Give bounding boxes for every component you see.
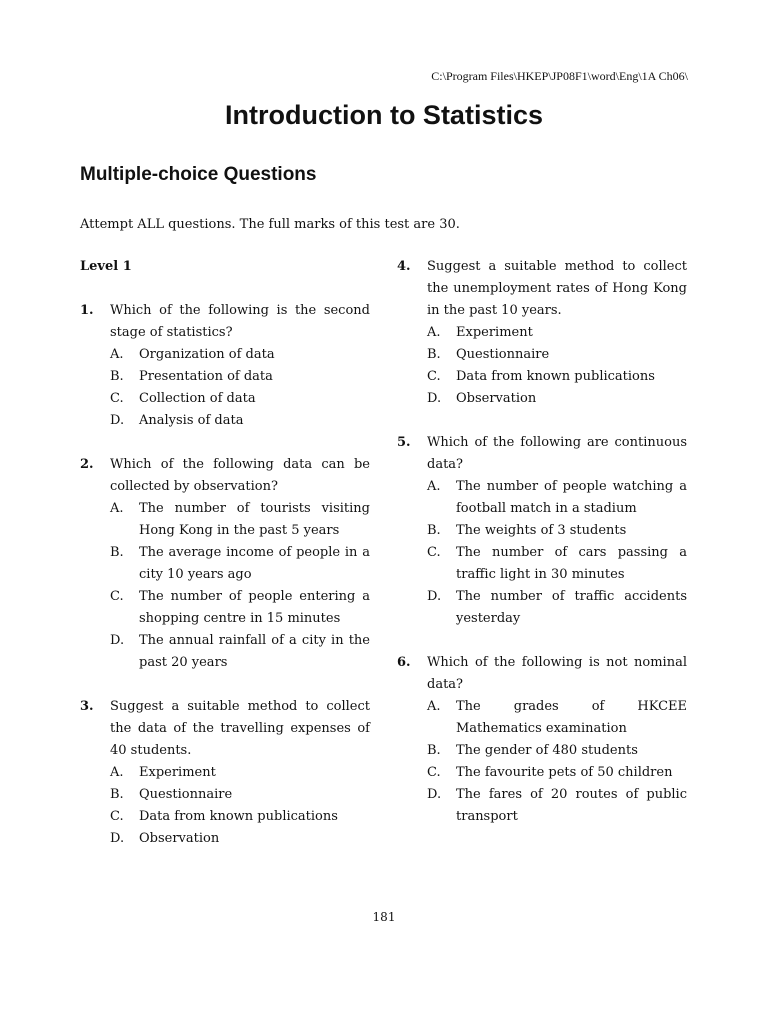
option-letter: B.	[110, 369, 124, 384]
option-c	[427, 542, 687, 586]
option-text: Data from known publications	[456, 369, 655, 384]
option-text: Observation	[139, 831, 220, 846]
option-letter: A.	[427, 325, 441, 340]
option-text: The average income of people in a city 10 years ago	[139, 545, 370, 582]
option-text: Observation	[456, 391, 537, 406]
option-text: Organization of data	[139, 347, 275, 362]
option-letter: D.	[427, 589, 442, 604]
option-text: Collection of data	[139, 391, 256, 406]
option-letter: B.	[110, 545, 124, 560]
question-text: Which of the following is the second stage of statistics?	[110, 303, 370, 340]
option-c	[110, 806, 370, 828]
right-column	[397, 256, 687, 850]
option-text: Questionnaire	[456, 347, 550, 362]
option-letter: A.	[110, 765, 124, 780]
question-text: Suggest a suitable method to collect the data of the travelling expenses of 40 students.	[110, 699, 370, 758]
option-letter: A.	[110, 501, 124, 516]
page-title: Introduction to Statistics	[224, 100, 543, 130]
option-letter: D.	[110, 413, 125, 428]
option-text: Experiment	[139, 765, 216, 780]
option-b	[427, 344, 687, 366]
option-text: Analysis of data	[139, 413, 244, 428]
option-letter: D.	[110, 633, 125, 648]
question-text: Which of the following is not nominal data?	[427, 655, 687, 692]
option-letter: C.	[427, 369, 441, 384]
option-text: The grades of HKCEE Mathematics examination	[456, 699, 687, 736]
option-d	[110, 410, 370, 432]
option-b	[110, 542, 370, 586]
option-letter: D.	[427, 391, 442, 406]
question-text: Suggest a suitable method to collect the unemployment rates of Hong Kong in the past 10 years.	[427, 259, 687, 318]
question-number: 6.	[397, 655, 411, 670]
option-d	[110, 828, 370, 850]
option-b	[110, 366, 370, 388]
question-4	[397, 256, 687, 410]
question-number: 5.	[397, 435, 411, 450]
option-letter: D.	[427, 787, 442, 802]
option-text: The number of people entering a shopping centre in 15 minutes	[139, 589, 370, 626]
question-number: 2.	[80, 457, 94, 472]
option-a	[110, 498, 370, 542]
question-6	[397, 652, 687, 828]
option-a	[427, 696, 687, 740]
option-text: The number of tourists visiting Hong Kong in the past 5 years	[139, 501, 370, 538]
option-text: The fares of 20 routes of public transport	[456, 787, 687, 824]
option-letter: A.	[110, 347, 124, 362]
question-text: Which of the following data can be collected by observation?	[110, 457, 370, 494]
question-1	[80, 300, 370, 432]
instructions: Attempt ALL questions. The full marks of this test are 30.	[80, 217, 460, 232]
option-text: The favourite pets of 50 children	[456, 765, 673, 780]
option-c	[427, 762, 687, 784]
option-text: The number of traffic accidents yesterday	[456, 589, 687, 626]
option-text: The gender of 480 students	[456, 743, 638, 758]
level-heading: Level 1	[80, 259, 132, 274]
option-letter: C.	[427, 765, 441, 780]
question-5	[397, 432, 687, 630]
option-c	[427, 366, 687, 388]
section-title: Multiple-choice Questions	[80, 164, 317, 185]
option-a	[110, 762, 370, 784]
file-path: C:\Program Files\HKEP\JP08F1\word\Eng\1A Ch06\	[431, 69, 688, 83]
option-letter: B.	[427, 523, 441, 538]
option-c	[110, 388, 370, 410]
question-number: 3.	[80, 699, 94, 714]
option-letter: C.	[110, 391, 124, 406]
option-d	[427, 586, 687, 630]
option-a	[110, 344, 370, 366]
option-text: The number of cars passing a traffic light in 30 minutes	[456, 545, 687, 582]
option-letter: B.	[110, 787, 124, 802]
option-letter: A.	[427, 699, 441, 714]
option-text: The number of people watching a football match in a stadium	[456, 479, 687, 516]
question-3	[80, 696, 370, 850]
option-text: Presentation of data	[139, 369, 273, 384]
option-c	[110, 586, 370, 630]
option-text: Experiment	[456, 325, 533, 340]
option-d	[427, 388, 687, 410]
option-letter: B.	[427, 347, 441, 362]
question-number: 1.	[80, 303, 94, 318]
page-number: 181	[372, 910, 396, 924]
option-text: Data from known publications	[139, 809, 338, 824]
option-d	[110, 630, 370, 674]
option-letter: D.	[110, 831, 125, 846]
left-column	[80, 256, 370, 872]
option-letter: A.	[427, 479, 441, 494]
question-number: 4.	[397, 259, 411, 274]
option-b	[427, 520, 687, 542]
option-text: Questionnaire	[139, 787, 233, 802]
option-letter: B.	[427, 743, 441, 758]
option-letter: C.	[110, 589, 124, 604]
option-text: The annual rainfall of a city in the past 20 years	[139, 633, 370, 670]
option-b	[427, 740, 687, 762]
option-letter: C.	[110, 809, 124, 824]
option-b	[110, 784, 370, 806]
question-2	[80, 454, 370, 674]
option-text: The weights of 3 students	[456, 523, 627, 538]
question-text: Which of the following are continuous data?	[427, 435, 687, 472]
option-letter: C.	[427, 545, 441, 560]
option-a	[427, 476, 687, 520]
option-d	[427, 784, 687, 828]
option-a	[427, 322, 687, 344]
